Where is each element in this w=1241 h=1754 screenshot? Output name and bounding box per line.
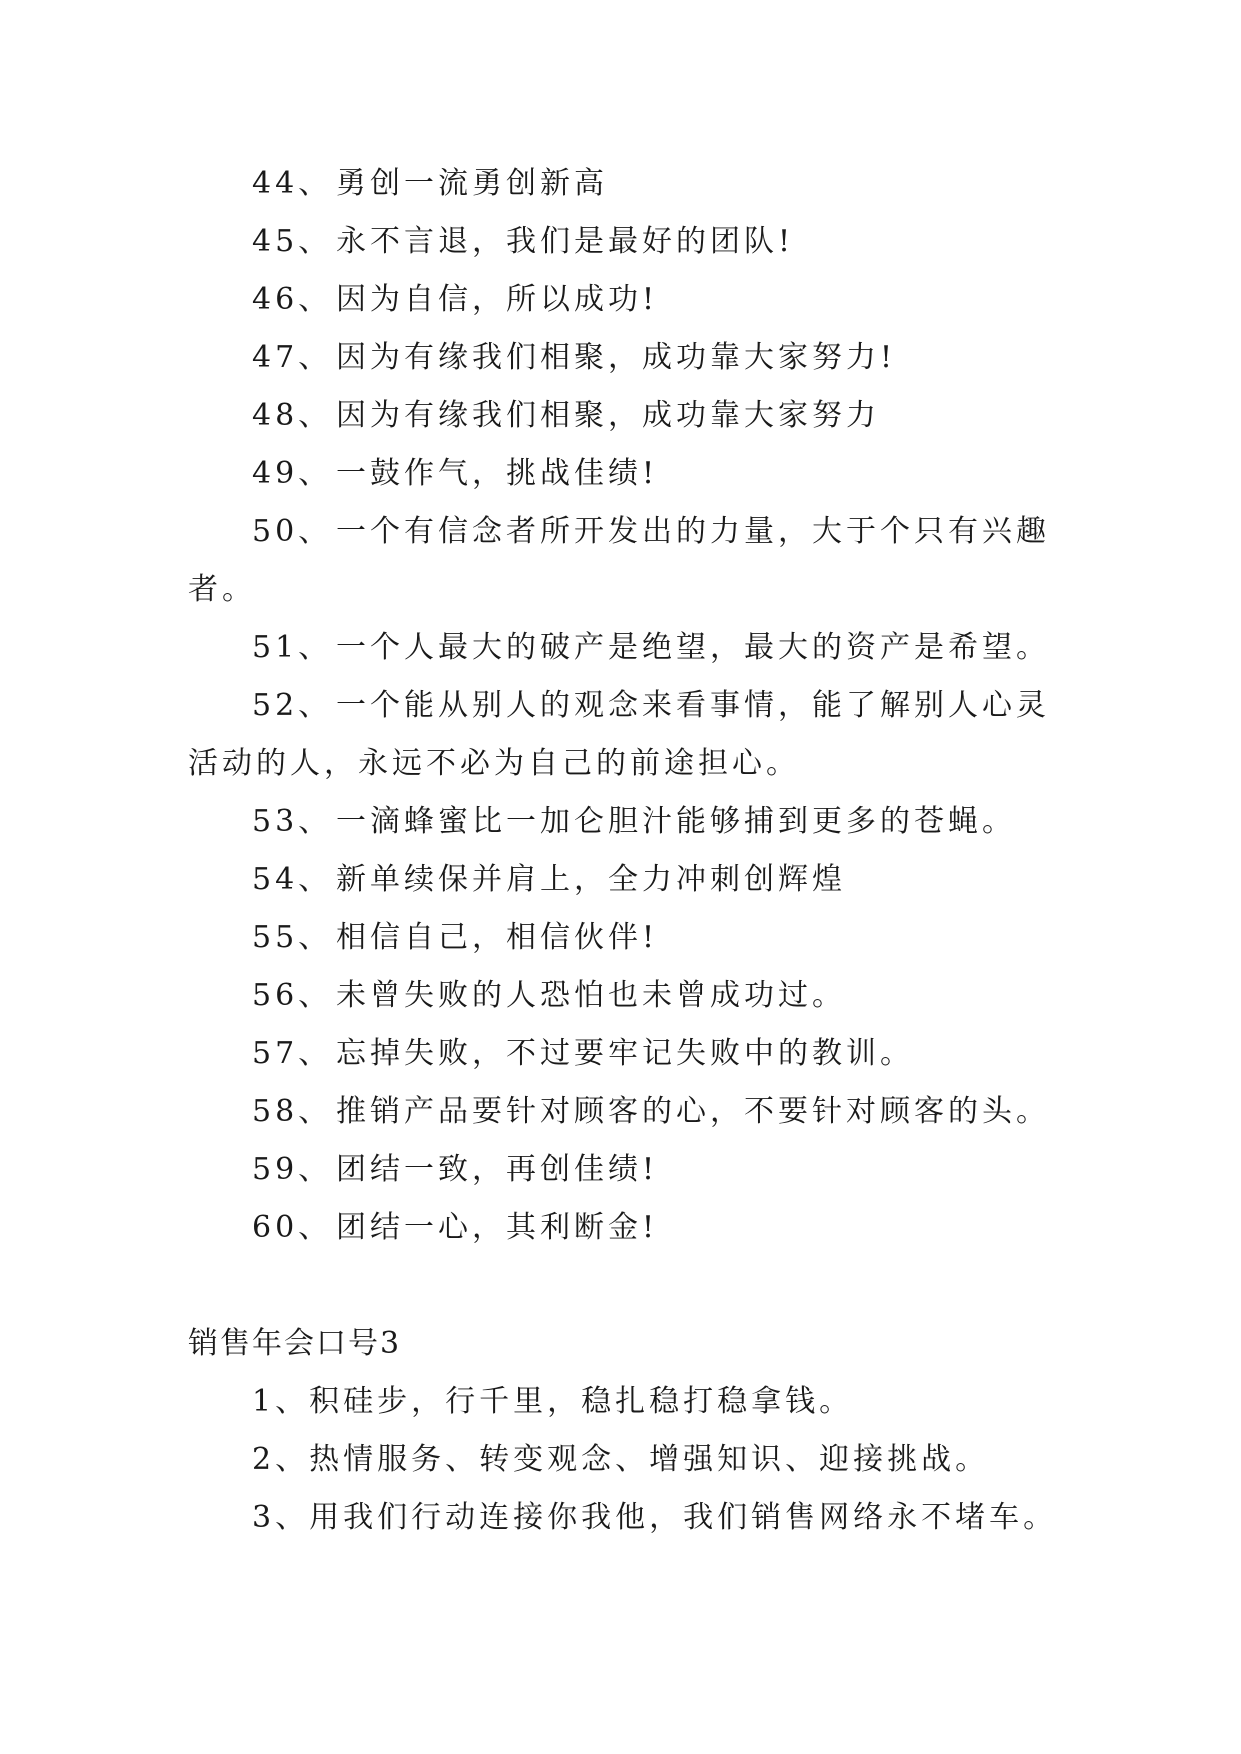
item-number: 49、 [252,456,333,491]
item-text: 一个有信念者所开发出的力量，大于个只有兴趣 [336,514,1050,549]
item-text: 一鼓作气，挑战佳绩! [336,456,659,491]
list-item [188,918,1068,958]
list-item [188,164,1068,204]
item-number: 47、 [252,340,333,375]
item-text: 因为自信，所以成功! [336,282,659,317]
item-number: 57、 [252,1036,333,1071]
list-item [188,454,1068,494]
item-number: 45、 [252,224,333,259]
item-number: 51、 [252,630,333,665]
list-item [188,396,1068,436]
item-text: 新单续保并肩上，全力冲刺创辉煌 [336,862,846,897]
item-number: 50、 [252,514,333,549]
item-number: 58、 [252,1094,333,1129]
item-text: 永不言退，我们是最好的团队! [336,224,795,259]
item-text: 因为有缘我们相聚，成功靠大家努力! [336,340,897,375]
item-number: 55、 [252,920,333,955]
section-list-item: 3、用我们行动连接你我他，我们销售网络永不堵车。 [252,1500,1058,1535]
item-text: 未曾失败的人恐怕也未曾成功过。 [336,978,846,1013]
list-item [188,1034,1068,1074]
list-item [188,860,1068,900]
item-text: 勇创一流勇创新高 [336,166,608,201]
item-text: 相信自己，相信伙伴! [336,920,659,955]
list-item-continuation: 活动的人，永远不必为自己的前途担心。 [188,746,800,781]
list-item [188,1150,1068,1190]
list-item [188,222,1068,262]
item-text: 团结一致，再创佳绩! [336,1152,659,1187]
section-list-item: 1、积硅步，行千里，稳扎稳打稳拿钱。 [252,1384,854,1419]
item-text: 团结一心，其利断金! [336,1210,659,1245]
item-text: 因为有缘我们相聚，成功靠大家努力 [336,398,880,433]
list-item [188,1208,1068,1248]
item-number: 53、 [252,804,333,839]
item-number: 46、 [252,282,333,317]
item-number: 48、 [252,398,333,433]
list-item [188,802,1068,842]
item-number: 59、 [252,1152,333,1187]
item-text: 推销产品要针对顾客的心，不要针对顾客的头。 [336,1094,1050,1129]
list-item-continuation: 者。 [188,572,256,607]
item-text: 一个人最大的破产是绝望，最大的资产是希望。 [336,630,1050,665]
list-item [188,976,1068,1016]
item-number: 44、 [252,166,333,201]
list-item [188,512,1068,552]
item-number: 54、 [252,862,333,897]
list-item [188,1092,1068,1132]
item-text: 一个能从别人的观念来看事情，能了解别人心灵 [336,688,1050,723]
section-list-item: 2、热情服务、转变观念、增强知识、迎接挑战。 [252,1442,990,1477]
list-item [188,628,1068,668]
item-number: 56、 [252,978,333,1013]
item-text: 忘掉失败，不过要牢记失败中的教训。 [336,1036,914,1071]
item-number: 52、 [252,688,333,723]
list-item [188,686,1068,726]
item-number: 60、 [252,1210,333,1245]
section-title: 销售年会口号3 [188,1326,402,1361]
list-item [188,338,1068,378]
item-text: 一滴蜂蜜比一加仑胆汁能够捕到更多的苍蝇。 [336,804,1016,839]
list-item [188,280,1068,320]
